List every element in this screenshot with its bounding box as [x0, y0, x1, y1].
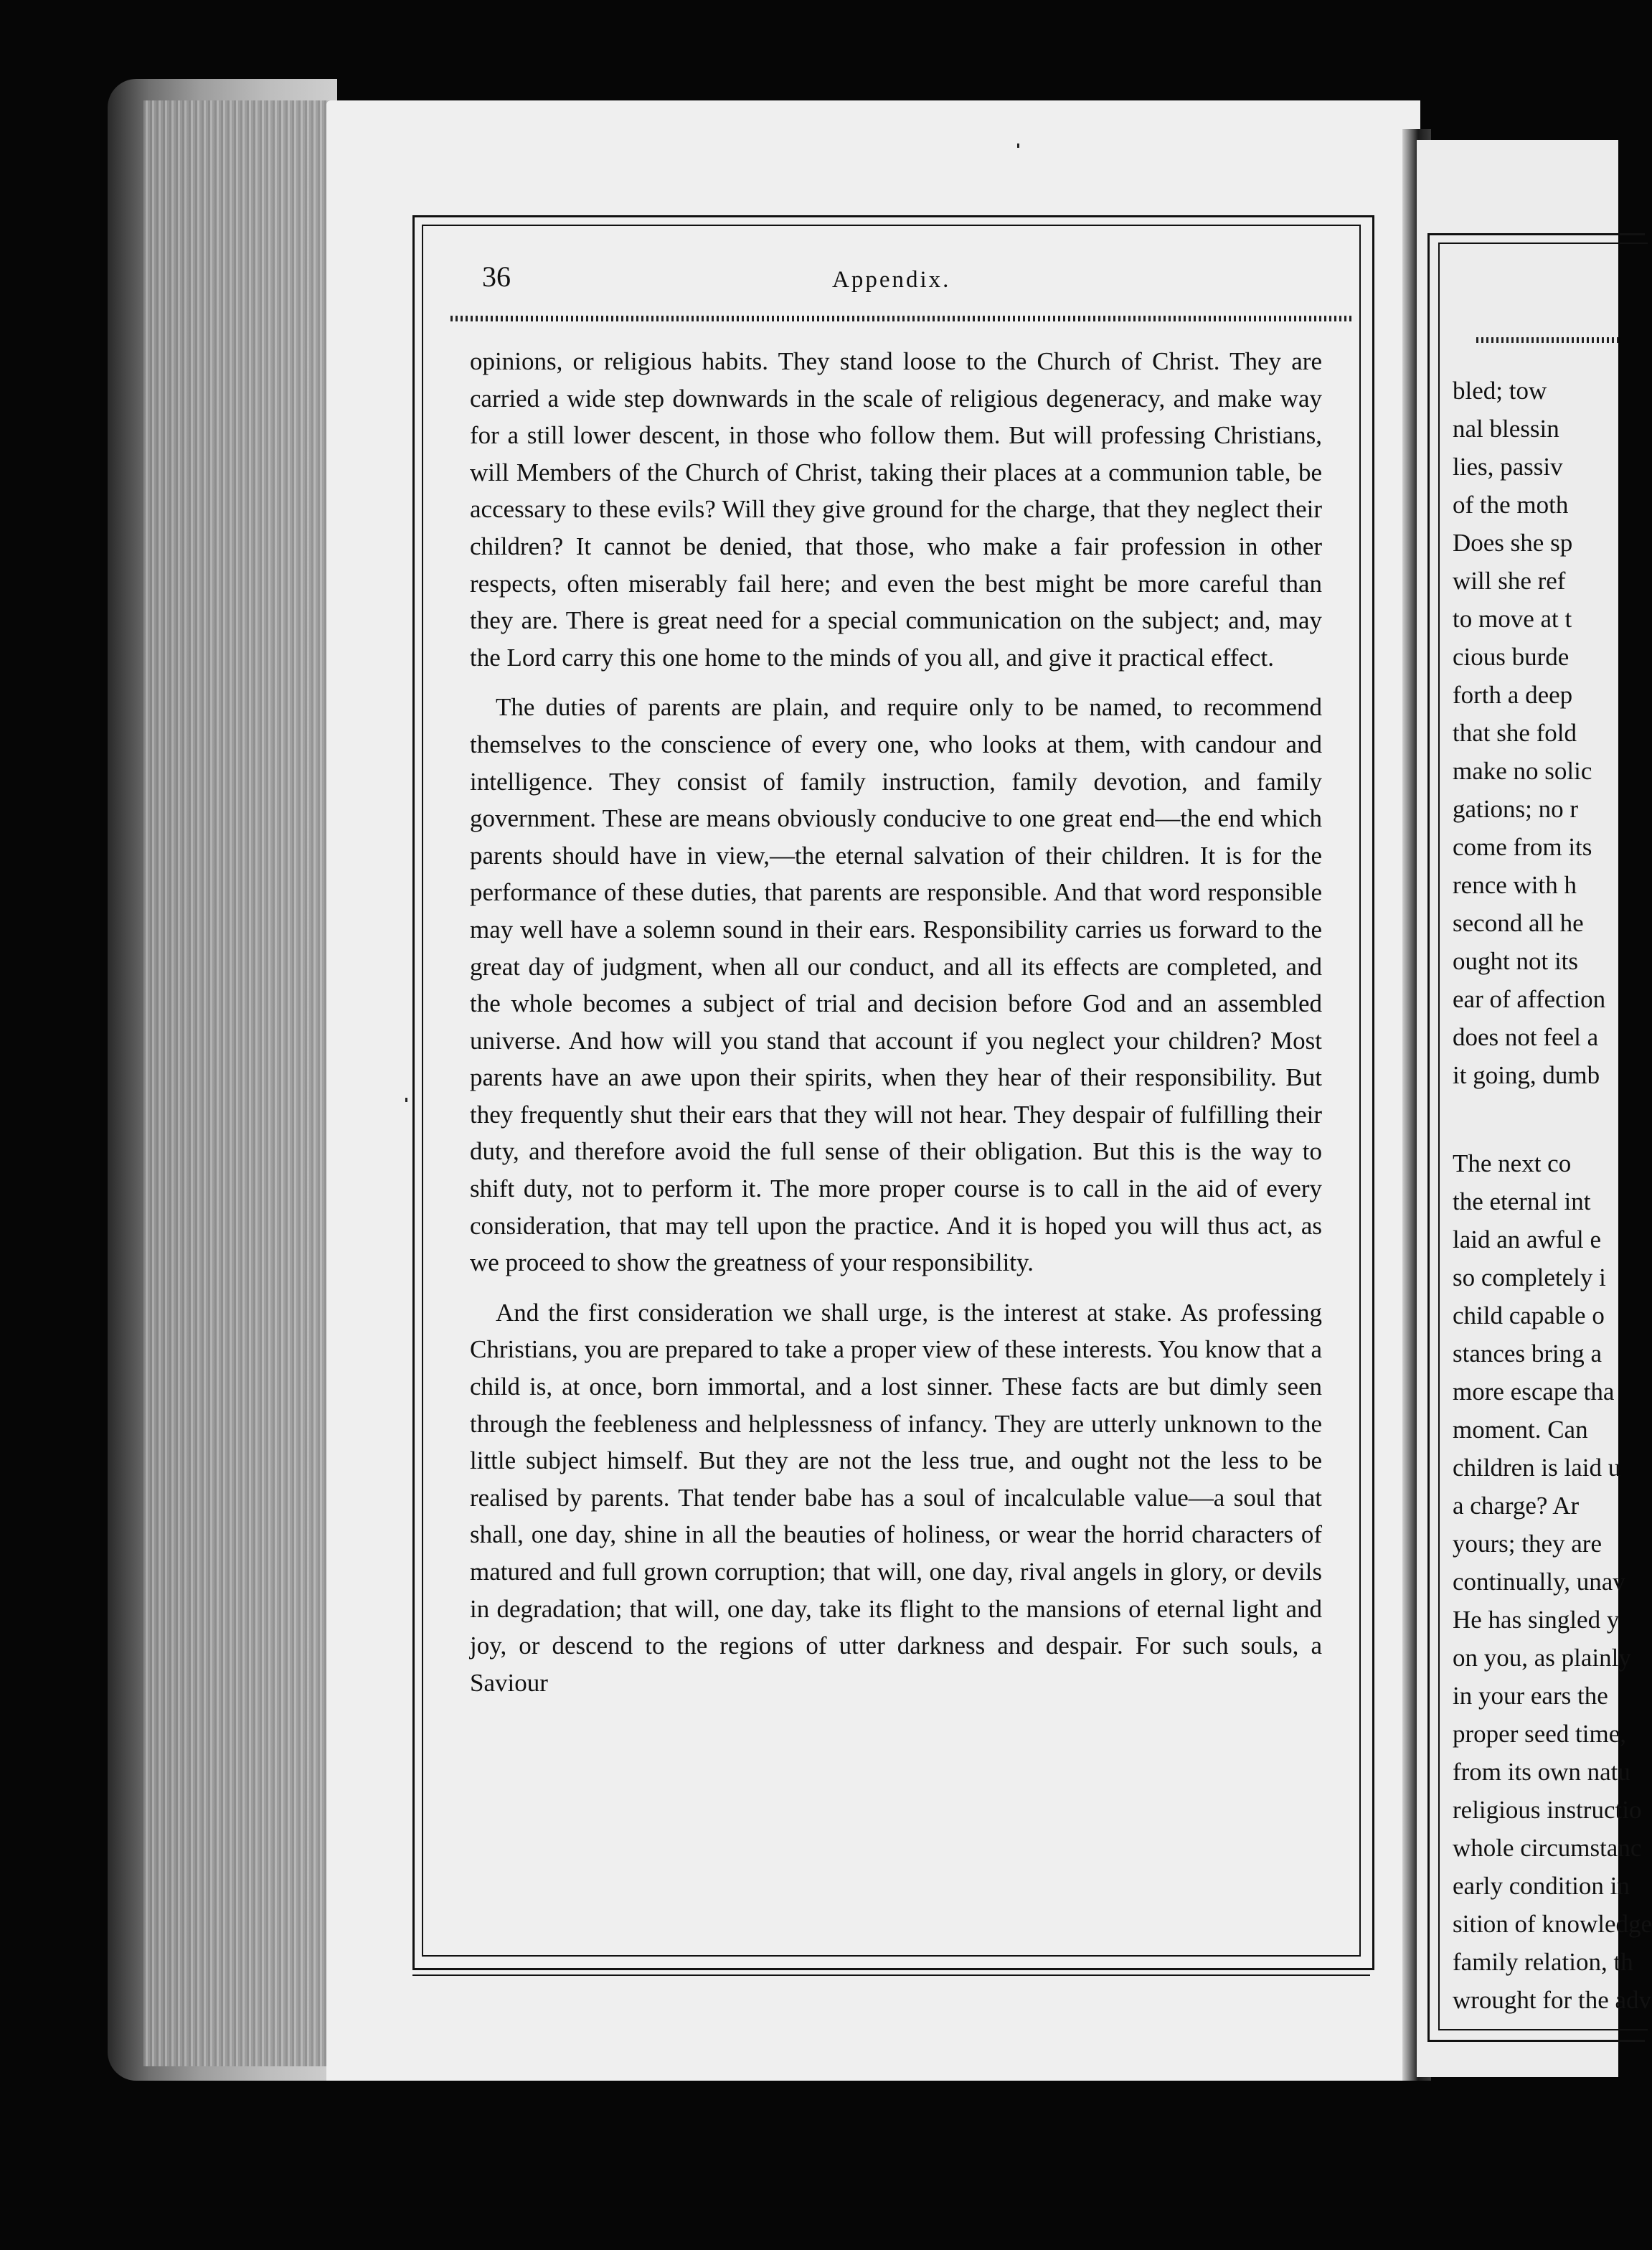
text-line: children is laid u — [1453, 1454, 1621, 1482]
right-header-wavy-rule — [1476, 337, 1618, 343]
text-line: continually, unav — [1453, 1568, 1625, 1596]
text-line: forth a deep — [1453, 681, 1573, 709]
left-page-body — [470, 343, 1322, 1714]
text-line: early condition in — [1453, 1872, 1630, 1900]
header-wavy-rule — [450, 316, 1353, 321]
paragraph: opinions, or religious habits. They stand loose to the Church of Christ. They are carried a wide step downwards in the scale of religious degeneracy, and make way for a still lower descent, in those who follow them. But will professing Christians, will Members of the Church of Christ, taking their places at a communion table, be accessary to these evils? Will they give ground for the charge, that they neglect their children? It cannot be denied, that those, who make a fair profession in other respects, often miserably fail here; and even the best might be more careful than they are. There is great need for a special communication on the subject; and, may the Lord carry this one home to the minds of you all, and give it practical effect. — [470, 347, 1322, 672]
text-line: cious burde — [1453, 643, 1570, 671]
text-line: come from its — [1453, 833, 1592, 861]
running-head: Appendix. — [832, 267, 951, 293]
text-line: second all he — [1453, 909, 1584, 937]
paragraph: And the first consideration we shall urge, is the interest at stake. As professing Christians, you are prepared to take a proper view of these interests. You know that a child is, at once, born immortal, and a lost sinner. These facts are but dimly seen through the feebleness and helplessness of infancy. They are utterly unknown to the little subject himself. But they are not the less true, and ought not the less to be realised by parents. That tender babe has a soul of incalculable value—a soul that shall, one day, shine in all the beauties of holiness, or wear the horrid characters of matured and full grown corruption; that will, one day, rival angels in glory, or devils in degradation; that will, one day, take its flight to the mansions of eternal light and joy, or descend to the regions of utter darkness and despair. For such souls, a Saviour — [470, 1298, 1322, 1697]
ink-speck — [405, 1098, 407, 1102]
text-line: ought not its — [1453, 947, 1579, 975]
text-line: of the moth — [1453, 491, 1569, 519]
text-line: wrought for the adv — [1453, 1986, 1652, 2014]
text-line: nal blessin — [1453, 415, 1559, 443]
text-line: ear of affection — [1453, 985, 1606, 1013]
text-line: rence with h — [1453, 871, 1577, 899]
text-line: child capable o — [1453, 1301, 1605, 1329]
text-line: that she fold — [1453, 719, 1577, 747]
text-line: does not feel a — [1453, 1023, 1599, 1051]
page-number: 36 — [482, 260, 511, 293]
text-line: to move at t — [1453, 605, 1572, 633]
text-line: a charge? Ar — [1453, 1492, 1580, 1520]
paragraph-gap — [1453, 1094, 1625, 1144]
text-line: on you, as plainly — [1453, 1644, 1631, 1672]
text-line: yours; they are — [1453, 1530, 1602, 1558]
text-line: from its own natu — [1453, 1758, 1630, 1786]
paragraph: The duties of parents are plain, and require only to be named, to recommend themselves to the conscience of every one, who looks at them, with candour and intelligence. They consist of family instruction, family devotion, and family government. These are means obviously conducive to one great end—the end which parents should have in view,—the eternal salvation of their children. It is for the performance of these duties, that parents are responsible. And that word responsible may well have a solemn sound in their ears. Responsibility carries us forward to the great day of judgment, when all our conduct, and all its effects are completed, and the whole becomes a subject of trial and decision before God and an assembled universe. And how will you stand that account if you neglect your children? Most parents have an awe upon their spirits, when they hear of their responsibility. But they frequently shut their ears that they will not hear. They despair of fulfilling their duty, and therefore avoid the full sense of their obligation. But this is the way to shift duty, not to perform it. The more proper course is to call in the aid of every consideration, that may tell upon the practice. And it is hoped you will thus act, as we proceed to show the greatness of your responsibility. — [470, 693, 1322, 1277]
text-line: more escape tha — [1453, 1378, 1615, 1406]
text-line: lies, passiv — [1453, 453, 1563, 481]
text-line: whole circumstanc — [1453, 1834, 1642, 1862]
text-line: gations; no r — [1453, 795, 1578, 823]
text-line: in your ears the — [1453, 1682, 1608, 1710]
text-line: The next co — [1453, 1149, 1572, 1177]
text-line: proper seed time, — [1453, 1720, 1626, 1748]
page-edges — [143, 100, 330, 2066]
text-line: so completely i — [1453, 1263, 1606, 1291]
text-line: bled; tow — [1453, 377, 1547, 405]
text-line: sition of knowledge — [1453, 1910, 1652, 1938]
right-page-body — [1453, 372, 1652, 2019]
left-page-bottom-rule — [412, 1974, 1370, 1976]
ink-speck — [1017, 143, 1019, 148]
text-line: it going, dumb — [1453, 1061, 1600, 1089]
text-line: religious instructio — [1453, 1796, 1642, 1824]
text-line: stances bring a — [1453, 1340, 1602, 1368]
text-line: Does she sp — [1453, 529, 1573, 557]
text-line: family relation, th — [1453, 1948, 1633, 1976]
text-line: moment. Can — [1453, 1416, 1588, 1444]
text-line: the eternal int — [1453, 1187, 1591, 1215]
text-line: He has singled y — [1453, 1606, 1620, 1634]
text-line: laid an awful e — [1453, 1225, 1601, 1253]
text-line: will she ref — [1453, 567, 1566, 595]
text-line: make no solic — [1453, 757, 1592, 785]
